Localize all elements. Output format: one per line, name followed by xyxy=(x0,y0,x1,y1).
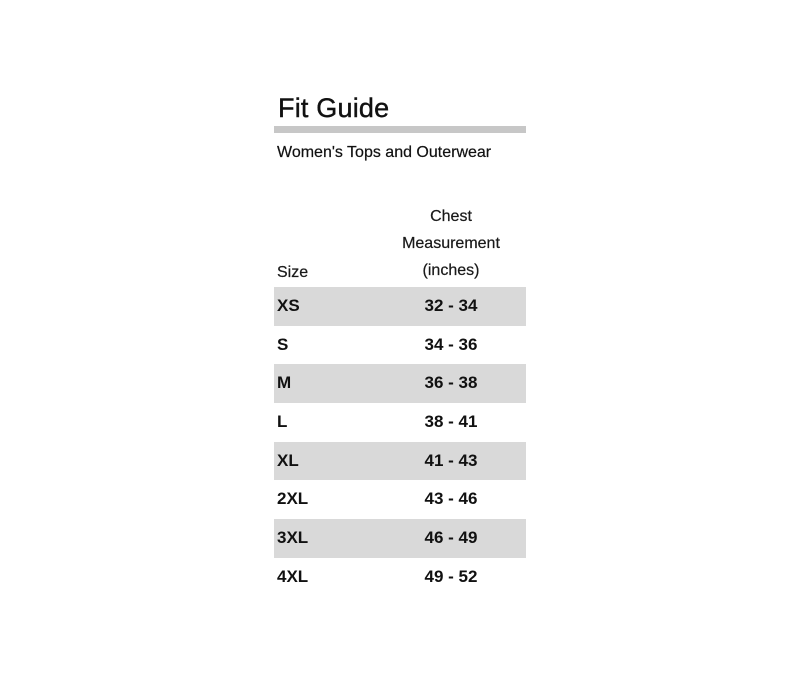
size-cell: 4XL xyxy=(277,566,309,586)
size-cell: M xyxy=(277,373,292,393)
table-row xyxy=(274,519,526,558)
column-header-chest-line3: (inches) xyxy=(422,262,480,279)
chest-cell: 34 - 36 xyxy=(424,334,478,354)
chest-cell: 32 - 34 xyxy=(424,296,478,315)
chest-cell: 43 - 46 xyxy=(424,489,478,509)
page-title: Fit Guide xyxy=(278,93,390,123)
column-header-chest-line2: Measurement xyxy=(402,235,500,252)
table-row xyxy=(274,364,526,403)
column-header-size: Size xyxy=(277,264,309,281)
table-row xyxy=(274,403,526,442)
title-divider xyxy=(274,126,526,133)
size-cell: XS xyxy=(277,296,300,315)
chest-cell: 36 - 38 xyxy=(424,373,478,393)
chest-cell: 38 - 41 xyxy=(424,412,478,432)
column-header-chest-line1: Chest xyxy=(430,208,472,225)
chest-cell: 41 - 43 xyxy=(424,450,478,470)
table-row xyxy=(274,287,526,326)
table-row xyxy=(274,442,526,481)
fit-guide xyxy=(274,90,526,597)
table-row xyxy=(274,480,526,519)
size-cell: L xyxy=(277,412,288,432)
size-cell: XL xyxy=(277,450,299,470)
size-cell: S xyxy=(277,334,289,354)
table-header xyxy=(274,197,526,287)
page-subtitle: Women's Tops and Outerwear xyxy=(277,144,492,161)
table-row xyxy=(274,326,526,365)
size-table xyxy=(274,287,526,597)
table-row xyxy=(274,558,526,597)
size-cell: 2XL xyxy=(277,489,309,509)
chest-cell: 49 - 52 xyxy=(424,566,478,586)
column-header-chest xyxy=(376,203,526,284)
size-cell: 3XL xyxy=(277,528,309,548)
chest-cell: 46 - 49 xyxy=(424,528,478,548)
